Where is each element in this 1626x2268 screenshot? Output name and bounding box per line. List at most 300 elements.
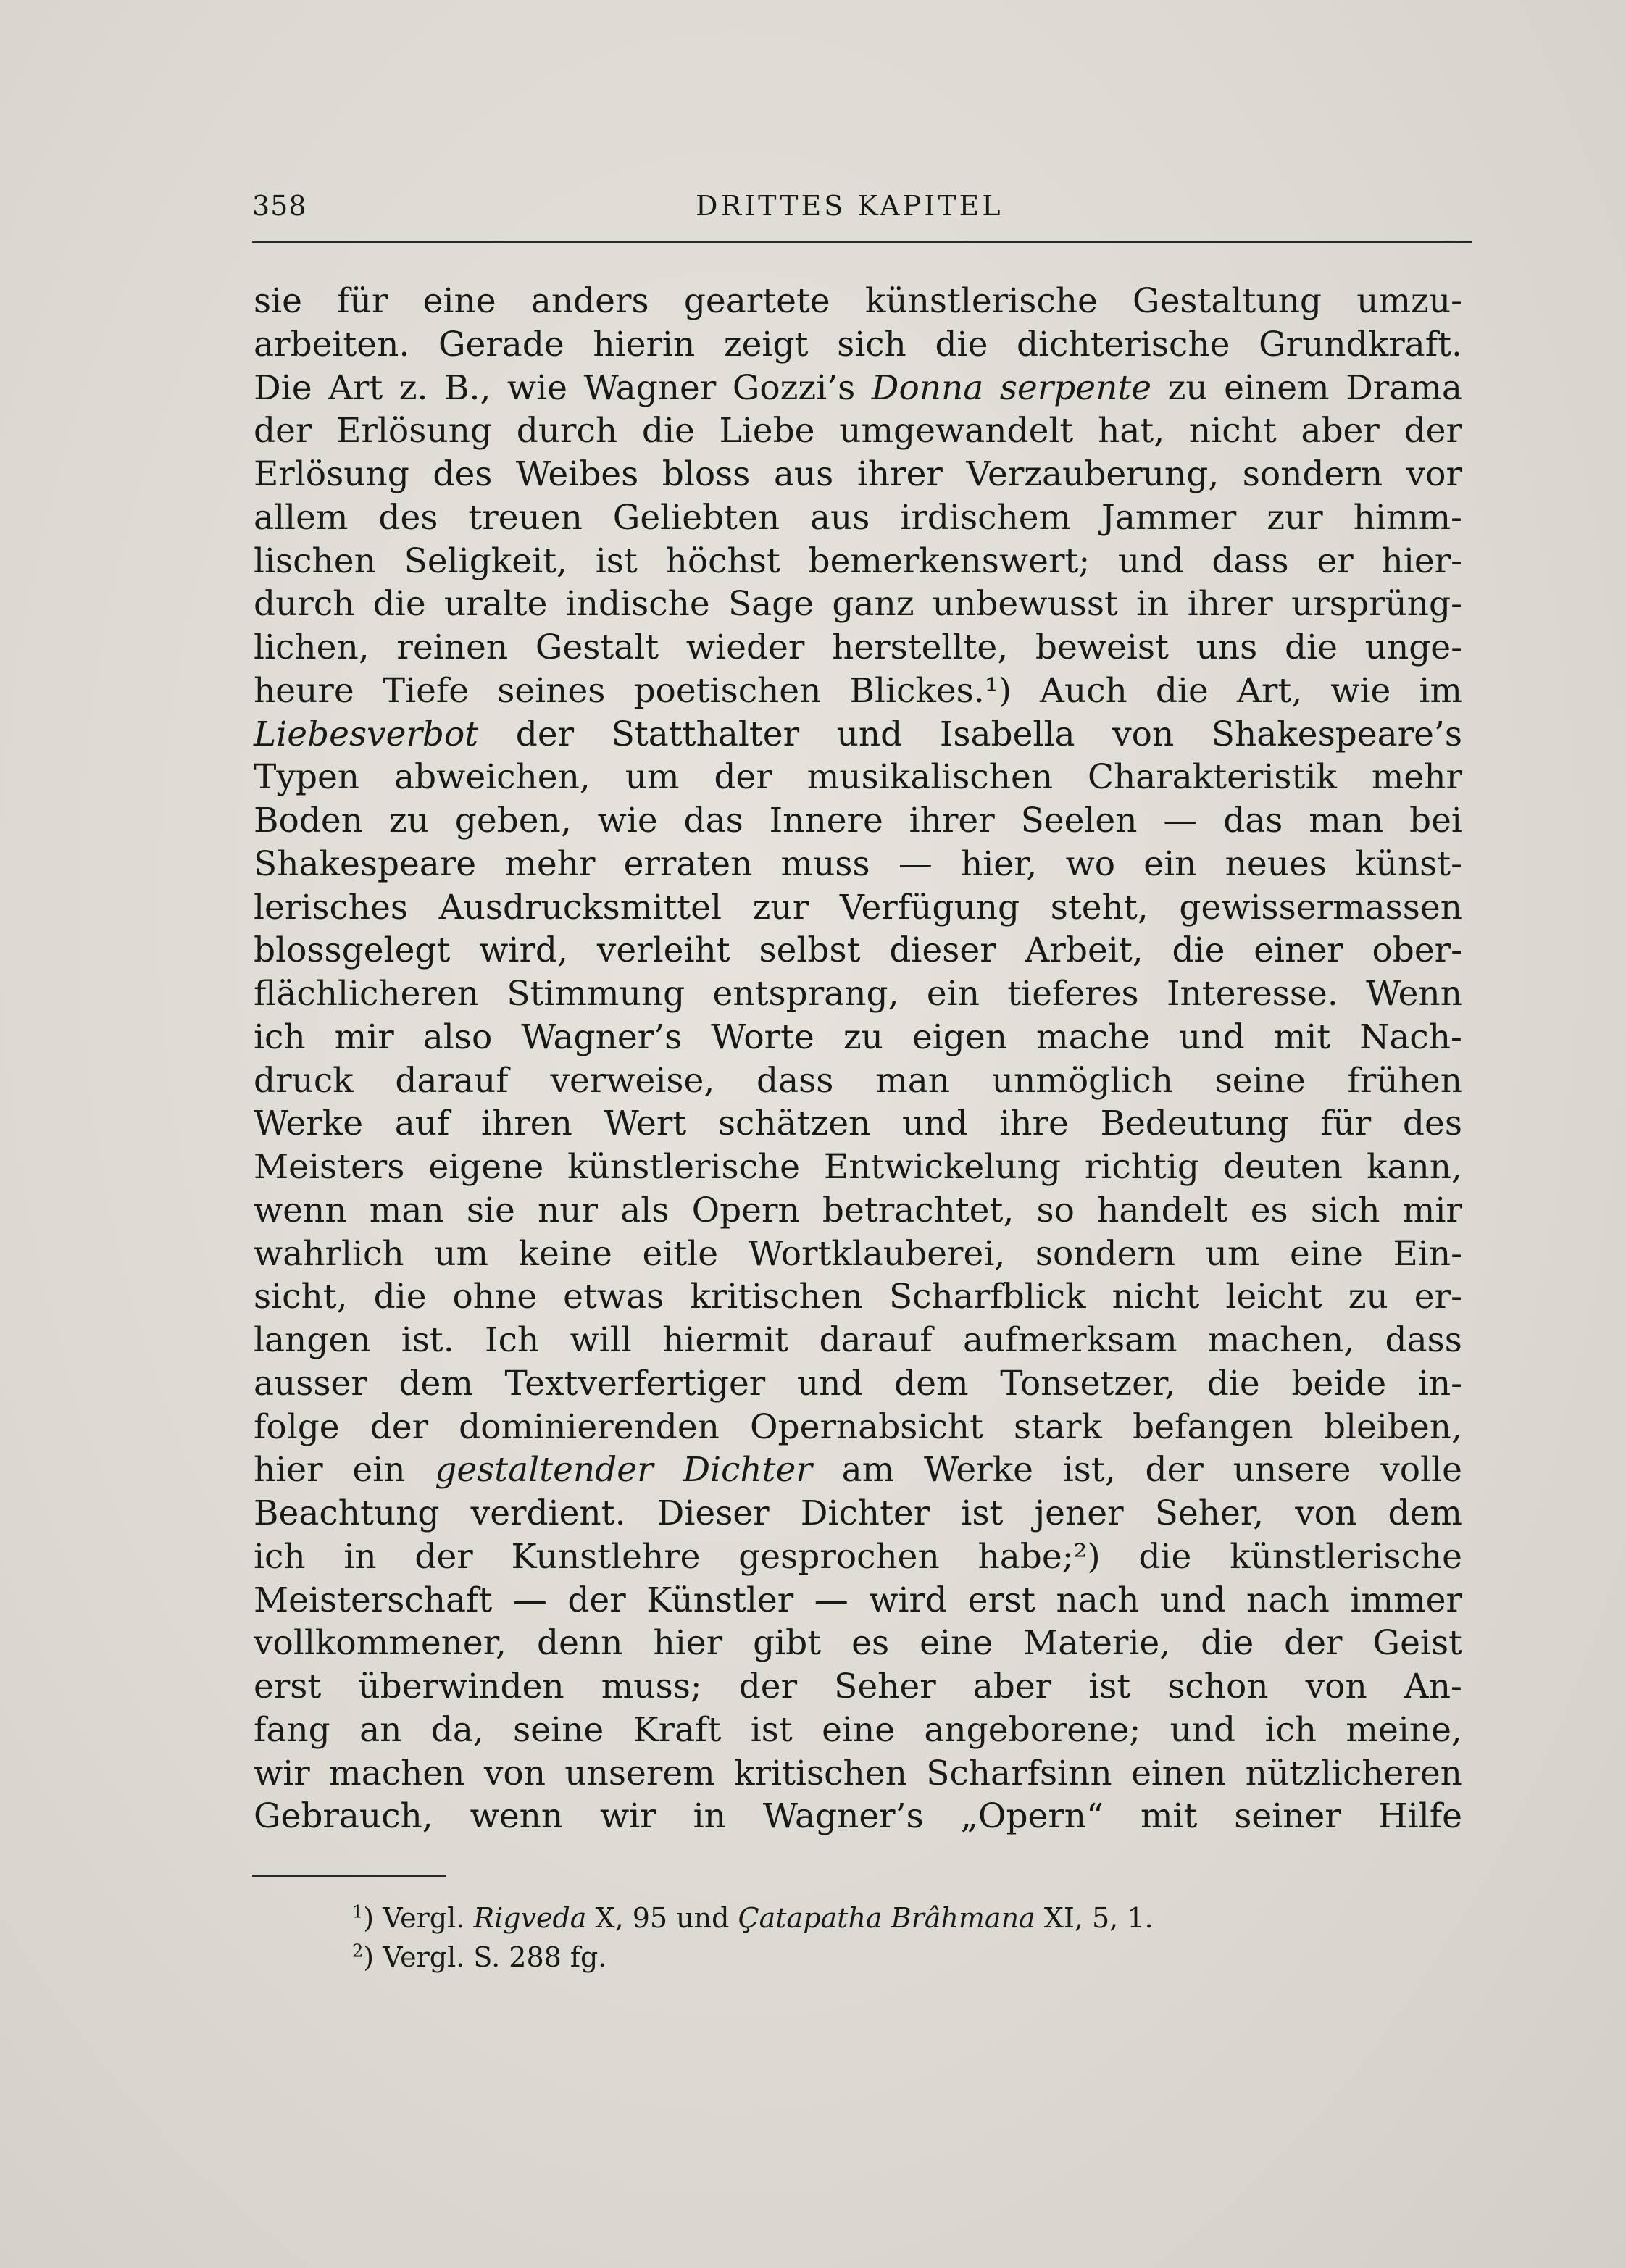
word: die bbox=[1206, 1363, 1260, 1404]
word: Art bbox=[328, 367, 383, 408]
word: dass bbox=[756, 1060, 834, 1101]
text-line bbox=[254, 1579, 1462, 1622]
word: nützlicheren bbox=[1245, 1753, 1462, 1793]
text-line bbox=[254, 1406, 1462, 1449]
word: Nach- bbox=[1359, 1017, 1462, 1057]
word: man bbox=[1309, 801, 1384, 841]
word: entsprang, bbox=[712, 974, 899, 1014]
word: die bbox=[372, 584, 426, 625]
word: ein bbox=[1143, 843, 1197, 884]
word: in bbox=[343, 1536, 377, 1577]
word: geben, bbox=[454, 801, 572, 841]
word: künstlerische bbox=[1230, 1536, 1462, 1577]
word: Seelen bbox=[1020, 801, 1138, 841]
text-line bbox=[254, 1448, 1462, 1492]
word: hier bbox=[653, 1623, 723, 1664]
word: sondern bbox=[1035, 1233, 1176, 1274]
word: ist bbox=[595, 541, 638, 581]
word: meine, bbox=[1346, 1709, 1462, 1750]
word: in bbox=[693, 1796, 726, 1837]
word: mir bbox=[1402, 1190, 1462, 1230]
word: man bbox=[875, 1060, 950, 1101]
footnote-2 bbox=[352, 1938, 1439, 1977]
word: zu bbox=[388, 801, 429, 841]
word: nach bbox=[1056, 1580, 1140, 1620]
word: Verzauberung, bbox=[966, 454, 1220, 494]
word: dem bbox=[1388, 1493, 1462, 1533]
word: leicht bbox=[1225, 1277, 1322, 1317]
word: ihrer bbox=[856, 454, 943, 494]
word: Werke bbox=[923, 1450, 1033, 1491]
word: die bbox=[373, 1277, 427, 1317]
word: aus bbox=[810, 497, 870, 538]
word: nicht bbox=[1112, 1277, 1200, 1317]
word: ihren bbox=[481, 1104, 572, 1144]
word: und bbox=[1117, 541, 1184, 581]
word: der bbox=[254, 411, 312, 451]
word: aber bbox=[972, 1667, 1052, 1706]
word: hier, bbox=[961, 843, 1038, 884]
word: wenn bbox=[254, 1190, 347, 1230]
word: fang bbox=[254, 1709, 330, 1750]
word: wird bbox=[869, 1580, 948, 1620]
word: ich bbox=[1264, 1709, 1317, 1750]
text-line bbox=[254, 1622, 1462, 1665]
word: immer bbox=[1350, 1580, 1462, 1620]
text-line bbox=[254, 280, 1462, 323]
word: und bbox=[1170, 1709, 1236, 1750]
word: Wert bbox=[604, 1104, 687, 1144]
word: — bbox=[814, 1580, 849, 1620]
word: für bbox=[1320, 1104, 1372, 1144]
word: mehr bbox=[1371, 757, 1462, 798]
word: schon bbox=[1167, 1667, 1269, 1706]
word: folge bbox=[254, 1406, 340, 1447]
footnote-1 bbox=[352, 1898, 1439, 1938]
word: also bbox=[422, 1017, 493, 1057]
word: von bbox=[1305, 1667, 1367, 1706]
word: Arbeit, bbox=[1025, 930, 1143, 971]
word: darauf bbox=[395, 1060, 509, 1101]
word: Jammer bbox=[1101, 497, 1237, 538]
italic-word: Liebesverbot bbox=[254, 714, 479, 754]
word: Auch bbox=[1040, 670, 1127, 711]
word: bei bbox=[1409, 801, 1462, 841]
word: zu bbox=[1348, 1277, 1388, 1317]
text-line bbox=[254, 1016, 1462, 1059]
word: hier- bbox=[1381, 541, 1462, 581]
word: abweichen, bbox=[393, 757, 591, 798]
word: hat, bbox=[1098, 411, 1165, 451]
word: habe;²) bbox=[977, 1536, 1101, 1577]
word: sich bbox=[837, 324, 906, 364]
word: seiner bbox=[1234, 1796, 1341, 1837]
word: überwinden bbox=[358, 1667, 564, 1706]
word: Geist bbox=[1372, 1623, 1462, 1664]
word: und bbox=[1159, 1580, 1226, 1620]
text-line bbox=[254, 453, 1462, 496]
word: und bbox=[1179, 1017, 1245, 1057]
text-line bbox=[254, 540, 1462, 583]
word: lichen, bbox=[254, 628, 370, 667]
word: Weibes bbox=[515, 454, 639, 494]
word: nur bbox=[537, 1190, 598, 1230]
text-line bbox=[254, 929, 1462, 972]
word: gesprochen bbox=[738, 1536, 940, 1577]
word: zeigt bbox=[723, 324, 809, 364]
word: darauf bbox=[819, 1320, 933, 1360]
footnote-text: XI, 5, 1. bbox=[1035, 1902, 1154, 1934]
word: zu bbox=[1167, 367, 1208, 408]
word: man bbox=[369, 1190, 444, 1230]
text-line bbox=[254, 1709, 1462, 1752]
word: bloss bbox=[662, 454, 751, 494]
word: der bbox=[1284, 1623, 1343, 1664]
word: Art, bbox=[1236, 670, 1303, 711]
word: dichterische bbox=[1017, 324, 1230, 364]
word: Gozzi’s bbox=[732, 367, 856, 408]
text-line bbox=[254, 323, 1462, 367]
word: eine bbox=[1290, 1233, 1363, 1274]
word: Drama bbox=[1346, 367, 1462, 408]
word: mache bbox=[1036, 1017, 1151, 1057]
word: poetischen bbox=[633, 670, 822, 711]
word: verleiht bbox=[596, 930, 730, 971]
word: indische bbox=[565, 584, 710, 625]
word: Gerade bbox=[438, 324, 564, 364]
word: lischen bbox=[254, 541, 376, 581]
footnote-text: X, 95 und bbox=[586, 1902, 738, 1934]
word: wieder bbox=[685, 628, 805, 667]
word: die bbox=[641, 411, 695, 451]
word: um bbox=[434, 1233, 489, 1274]
word: Shakespeare bbox=[254, 843, 477, 884]
text-line bbox=[254, 1752, 1462, 1796]
text-line bbox=[254, 496, 1462, 540]
word: Werke bbox=[254, 1104, 364, 1144]
footnote-work-title: Rigveda bbox=[473, 1902, 587, 1934]
word: druck bbox=[254, 1060, 354, 1101]
word: tieferes bbox=[1007, 974, 1139, 1014]
word: in- bbox=[1417, 1363, 1462, 1404]
word: die bbox=[1138, 1536, 1192, 1577]
word: Opern bbox=[691, 1190, 800, 1230]
word: dass bbox=[1385, 1320, 1462, 1360]
word: anders bbox=[530, 281, 649, 321]
word: eine bbox=[920, 1623, 993, 1664]
word: als bbox=[620, 1190, 670, 1230]
word: musikalischen bbox=[806, 757, 1054, 798]
word: gewissermassen bbox=[1179, 887, 1462, 927]
word: von bbox=[1112, 714, 1175, 754]
word: umzu- bbox=[1356, 281, 1462, 321]
text-line bbox=[254, 1795, 1462, 1838]
word: dem bbox=[894, 1363, 969, 1404]
word: sie bbox=[466, 1190, 515, 1230]
word: wird, bbox=[479, 930, 568, 971]
word: denn bbox=[536, 1623, 623, 1664]
italic-word: Donna bbox=[871, 367, 984, 408]
word: etwas bbox=[563, 1277, 664, 1317]
word: sich bbox=[1310, 1190, 1380, 1230]
word: künstlerische bbox=[567, 1147, 800, 1187]
word: Ich bbox=[485, 1320, 540, 1360]
word: einen bbox=[1131, 1753, 1227, 1793]
word: eine bbox=[822, 1709, 896, 1750]
word: — bbox=[898, 843, 933, 884]
word: erst bbox=[254, 1667, 322, 1706]
word: ganz bbox=[832, 584, 914, 625]
word: er bbox=[1317, 541, 1354, 581]
word: Statthalter bbox=[611, 714, 800, 754]
word: und bbox=[796, 1363, 863, 1404]
word: ihrer bbox=[1187, 584, 1273, 625]
word: des bbox=[433, 454, 493, 494]
text-line bbox=[254, 1492, 1462, 1535]
word: wie bbox=[597, 801, 658, 841]
word: betrachtet, bbox=[822, 1190, 1014, 1230]
word: seine bbox=[1214, 1060, 1306, 1101]
word: Bedeutung bbox=[1100, 1104, 1289, 1144]
text-line bbox=[254, 1665, 1462, 1709]
word: seines bbox=[497, 670, 606, 711]
word: Erlösung bbox=[254, 454, 409, 494]
word: ohne bbox=[452, 1277, 538, 1317]
word: Geliebten bbox=[612, 497, 780, 538]
word: von bbox=[483, 1753, 546, 1793]
word: Ein- bbox=[1393, 1233, 1462, 1274]
word: machen bbox=[329, 1753, 465, 1793]
word: das bbox=[1223, 801, 1283, 841]
word: um bbox=[1205, 1233, 1260, 1274]
footnote-marker: 1 bbox=[352, 1901, 364, 1922]
word: stark bbox=[1014, 1406, 1102, 1447]
word: im bbox=[1419, 670, 1462, 711]
word: erraten bbox=[623, 843, 753, 884]
word: Stimmung bbox=[506, 974, 685, 1014]
word: ausser bbox=[254, 1363, 367, 1404]
word: Gestaltung bbox=[1133, 281, 1322, 321]
word: dass bbox=[1212, 541, 1289, 581]
word: aufmerksam bbox=[963, 1320, 1177, 1360]
word: jener bbox=[1034, 1493, 1124, 1533]
word: künstlerische bbox=[864, 281, 1098, 321]
word: wo bbox=[1065, 843, 1116, 884]
word: An- bbox=[1404, 1667, 1462, 1706]
word: Wagner’s bbox=[762, 1796, 924, 1837]
word: wie bbox=[1330, 670, 1391, 711]
word: Textverfertiger bbox=[504, 1363, 766, 1404]
text-line bbox=[254, 1102, 1462, 1146]
word: befangen bbox=[1133, 1406, 1293, 1447]
word: der bbox=[370, 1406, 429, 1447]
text-line bbox=[254, 713, 1462, 756]
word: umgewandelt bbox=[839, 411, 1074, 451]
word: unbewusst bbox=[932, 584, 1118, 625]
footnote-text: ) Vergl. S. 288 fg. bbox=[363, 1941, 607, 1973]
word: unsere bbox=[1233, 1450, 1351, 1491]
word: des bbox=[378, 497, 438, 538]
italic-word: gestaltender bbox=[435, 1450, 654, 1491]
word: volle bbox=[1380, 1450, 1462, 1491]
page-number: 358 bbox=[252, 190, 307, 222]
word: langen bbox=[254, 1320, 371, 1360]
word: ober- bbox=[1372, 930, 1462, 971]
word: wenn bbox=[470, 1796, 564, 1837]
word: der bbox=[738, 1667, 798, 1706]
word: selbst bbox=[759, 930, 861, 971]
word: machen, bbox=[1208, 1320, 1355, 1360]
word: unge- bbox=[1364, 628, 1462, 667]
word: blossgelegt bbox=[254, 930, 451, 971]
word: Dichter bbox=[800, 1493, 930, 1533]
word: Boden bbox=[254, 801, 364, 841]
word: es bbox=[1250, 1190, 1288, 1230]
word: wahrlich bbox=[254, 1233, 404, 1274]
text-line bbox=[254, 583, 1462, 626]
word: an bbox=[359, 1709, 402, 1750]
text-line bbox=[254, 1319, 1462, 1362]
word: bleiben, bbox=[1323, 1406, 1462, 1447]
word: Scharfblick bbox=[888, 1277, 1086, 1317]
word: herstellte, bbox=[832, 628, 1009, 667]
word: ein bbox=[926, 974, 980, 1014]
word: Entwickelung bbox=[823, 1147, 1061, 1187]
text-line bbox=[254, 1059, 1462, 1103]
word: Charakteristik bbox=[1088, 757, 1337, 798]
italic-word: serpente bbox=[999, 367, 1152, 408]
word: der bbox=[1145, 1450, 1204, 1491]
word: verweise, bbox=[550, 1060, 715, 1101]
word: Materie, bbox=[1023, 1623, 1171, 1664]
word: verdient. bbox=[470, 1493, 626, 1533]
word: es bbox=[851, 1623, 890, 1664]
word: „Opern“ bbox=[960, 1796, 1104, 1837]
word: Hilfe bbox=[1377, 1796, 1462, 1837]
word: Beachtung bbox=[254, 1493, 440, 1533]
word: handelt bbox=[1097, 1190, 1228, 1230]
word: Kunstlehre bbox=[511, 1536, 701, 1577]
word: der bbox=[1404, 411, 1462, 451]
word: um bbox=[625, 757, 680, 798]
word: ist bbox=[750, 1709, 793, 1750]
word: Die bbox=[254, 367, 312, 408]
word: Typen bbox=[254, 757, 360, 798]
word: nach bbox=[1246, 1580, 1330, 1620]
word: dieser bbox=[889, 930, 996, 971]
word: Tonsetzer, bbox=[1000, 1363, 1176, 1404]
word: flächlicheren bbox=[254, 974, 479, 1014]
word: das bbox=[683, 801, 743, 841]
word: Innere bbox=[769, 801, 883, 841]
word: mir bbox=[334, 1017, 394, 1057]
word: Ausdrucksmittel bbox=[438, 887, 722, 927]
word: vor bbox=[1406, 454, 1462, 494]
word: ursprüng- bbox=[1291, 584, 1462, 625]
text-line bbox=[254, 1233, 1462, 1276]
text-line bbox=[254, 886, 1462, 930]
word: himm- bbox=[1353, 497, 1462, 538]
word: sie bbox=[254, 281, 302, 321]
text-line bbox=[254, 756, 1462, 799]
word: z. bbox=[399, 367, 428, 408]
word: Seher, bbox=[1154, 1493, 1264, 1533]
text-line bbox=[254, 799, 1462, 843]
text-line bbox=[254, 1362, 1462, 1406]
word: des bbox=[1402, 1104, 1462, 1144]
footnote-work-title: Çatapatha Brâhmana bbox=[738, 1902, 1035, 1934]
word: mehr bbox=[504, 843, 596, 884]
word: uralte bbox=[443, 584, 548, 625]
word: arbeiten. bbox=[254, 324, 410, 364]
word: muss bbox=[780, 843, 870, 884]
word: ich bbox=[254, 1536, 306, 1577]
text-line bbox=[254, 409, 1462, 453]
word: eitle bbox=[642, 1233, 719, 1274]
word: und bbox=[836, 714, 903, 754]
word: Liebe bbox=[719, 411, 815, 451]
word: die bbox=[935, 324, 988, 364]
word: kritischen bbox=[690, 1277, 863, 1317]
word: Wagner’s bbox=[521, 1017, 683, 1057]
word: Seher bbox=[834, 1667, 936, 1706]
word: Wagner bbox=[583, 367, 717, 408]
word: steht, bbox=[1050, 887, 1148, 927]
word: ein bbox=[352, 1450, 406, 1491]
word: der bbox=[414, 1536, 473, 1577]
word: Wenn bbox=[1366, 974, 1462, 1014]
text-line bbox=[254, 367, 1462, 410]
word: erst bbox=[967, 1580, 1035, 1620]
word: reinen bbox=[396, 628, 509, 667]
word: zur bbox=[752, 887, 809, 927]
word: geartete bbox=[683, 281, 830, 321]
word: lerisches bbox=[254, 887, 408, 927]
text-line bbox=[254, 1535, 1462, 1579]
word: Grundkraft. bbox=[1259, 324, 1462, 364]
word: heure bbox=[254, 670, 354, 711]
word: der bbox=[567, 1580, 626, 1620]
word: schätzen bbox=[717, 1104, 871, 1144]
text-line bbox=[254, 670, 1462, 713]
word: irdischem bbox=[900, 497, 1072, 538]
word: hierin bbox=[593, 324, 696, 364]
word: mit bbox=[1140, 1796, 1198, 1837]
word: da, bbox=[430, 1709, 484, 1750]
word: Meisters bbox=[254, 1147, 405, 1187]
word: Künstler bbox=[646, 1580, 794, 1620]
word: Sage bbox=[727, 584, 814, 625]
word: Seligkeit, bbox=[404, 541, 567, 581]
word: eigen bbox=[912, 1017, 1007, 1057]
word: Kraft bbox=[633, 1709, 722, 1750]
word: sondern bbox=[1242, 454, 1383, 494]
word: nicht bbox=[1188, 411, 1277, 451]
word: durch bbox=[516, 411, 618, 451]
text-line bbox=[254, 1146, 1462, 1189]
word: beide bbox=[1291, 1363, 1387, 1404]
word: höchst bbox=[665, 541, 780, 581]
word: dem bbox=[399, 1363, 473, 1404]
italic-word: Dichter bbox=[683, 1450, 812, 1491]
text-line bbox=[254, 1189, 1462, 1233]
word: treuen bbox=[468, 497, 583, 538]
word: uns bbox=[1196, 628, 1258, 667]
word: unserem bbox=[564, 1753, 715, 1793]
word: angeborene; bbox=[924, 1709, 1141, 1750]
word: aus bbox=[773, 454, 834, 494]
word: keine bbox=[518, 1233, 612, 1274]
